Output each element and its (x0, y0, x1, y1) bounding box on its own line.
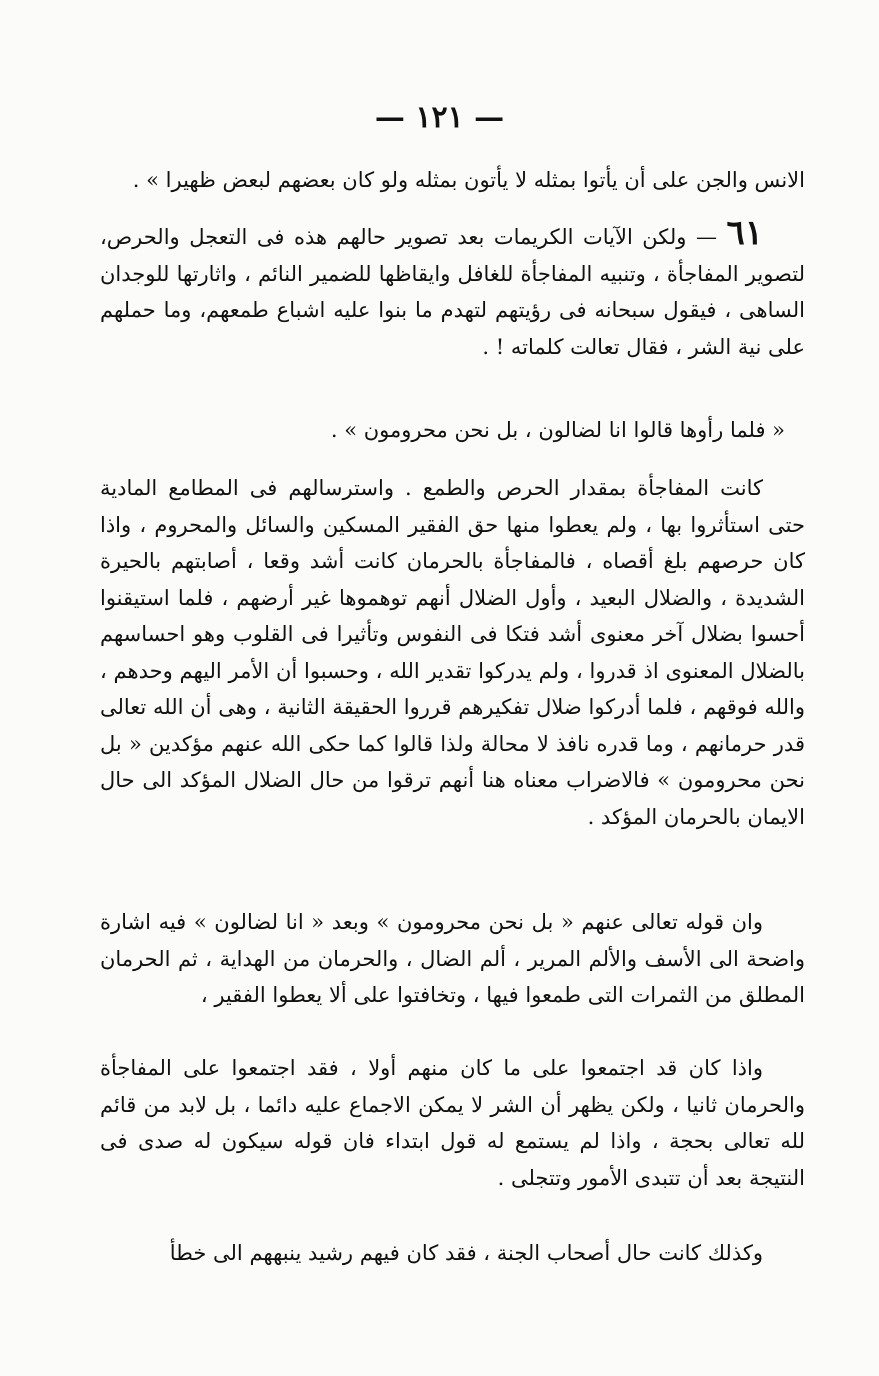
quran-quote (100, 412, 805, 449)
paragraph-61 (100, 215, 805, 365)
quran-quote-text: « فلما رأوها قالوا انا لضالون ، بل نحن محرومون » . (330, 418, 785, 442)
paragraph-surprise (100, 470, 805, 835)
paragraph-consensus-text: واذا كان قد اجتمعوا على ما كان منهم أولا ، فقد اجتمعوا على المفاجأة والحرمان ثانيا ، ولكن يظهر أن الشر لا يمكن الاجماع عليه دائما ، بل لابد من قائم لله تعالى بحجة ، واذا لم يستمع له قول ابتداء فان قوله سيكون له صدى فى النتيجة بعد أن تتبدى الأمور وتتجلى . (100, 1056, 805, 1190)
paragraph-garden-owners-text: وكذلك كانت حال أصحاب الجنة ، فقد كان فيهم رشيد ينبههم الى خطأ (169, 1241, 763, 1265)
paragraph-intro-text: الانس والجن على أن يأتوا بمثله لا يأتون بمثله ولو كان بعضهم لبعض ظهيرا » . (132, 168, 805, 192)
page-number: — ١٢١ — (374, 100, 505, 135)
paragraph-consensus (100, 1050, 805, 1196)
paragraph-regret-text: وان قوله تعالى عنهم « بل نحن محرومون » وبعد « انا لضالون » فيه اشارة واضحة الى الأسف والألم المرير ، ألم الضال ، والحرمان من الهداية ، ثم الحرمان المطلق من الثمرات التى طمعوا فيها ، وتخافتوا على ألا يعطوا الفقير ، (100, 910, 805, 1007)
paragraph-61-body (100, 215, 805, 365)
paragraph-garden-owners (100, 1235, 805, 1272)
section-number: ٦١ (726, 213, 763, 253)
paragraph-intro (100, 162, 805, 199)
paragraph-61-text: — ولكن الآيات الكريمات بعد تصوير حالهم هذه فى التعجل والحرص، لتصوير المفاجأة ، وتنبيه المفاجأة للغافل وايقاظها للضمير النائم ، واثارتها للوجدان الساهى ، فيقول سبحانه فى رؤيتهم لتهدم ما بنوا عليه اشباع طمعهم، وما حملهم على نية الشر ، فقال تعالت كلماته ! . (100, 225, 805, 359)
paragraph-regret (100, 904, 805, 1014)
paragraph-surprise-text: كانت المفاجأة بمقدار الحرص والطمع . واسترسالهم فى المطامع المادية حتى استأثروا بها ، ولم يعطوا منها حق الفقير المسكين والسائل والمحروم ، واذا كان حرصهم بلغ أقصاه ، فالمفاجأة بالحرمان كانت أشد وقعا ، أصابتهم بالحيرة الشديدة ، والضلال البعيد ، وأول الضلال أنهم توهموها غير أرضهم ، فلما استيقنوا أحسوا بضلال آخر معنوى أشد فتكا فى النفوس وتأثيرا فى القلوب وهو احساسهم بالضلال المعنوى اذ قدروا ، ولم يدركوا تقدير الله ، وحسبوا أن الأمر اليهم وحدهم ، والله فوقهم ، فلما أدركوا ضلال تفكيرهم قرروا الحقيقة الثانية ، وهى أن الله تعالى قدر حرمانهم ، وما قدره نافذ لا محالة ولذا قالوا كما حكى الله عنهم مؤكدين « بل نحن محرومون » فالاضراب معناه هنا أنهم ترقوا من حال الضلال المؤكد الى حال الايمان بالحرمان المؤكد . (100, 476, 805, 829)
